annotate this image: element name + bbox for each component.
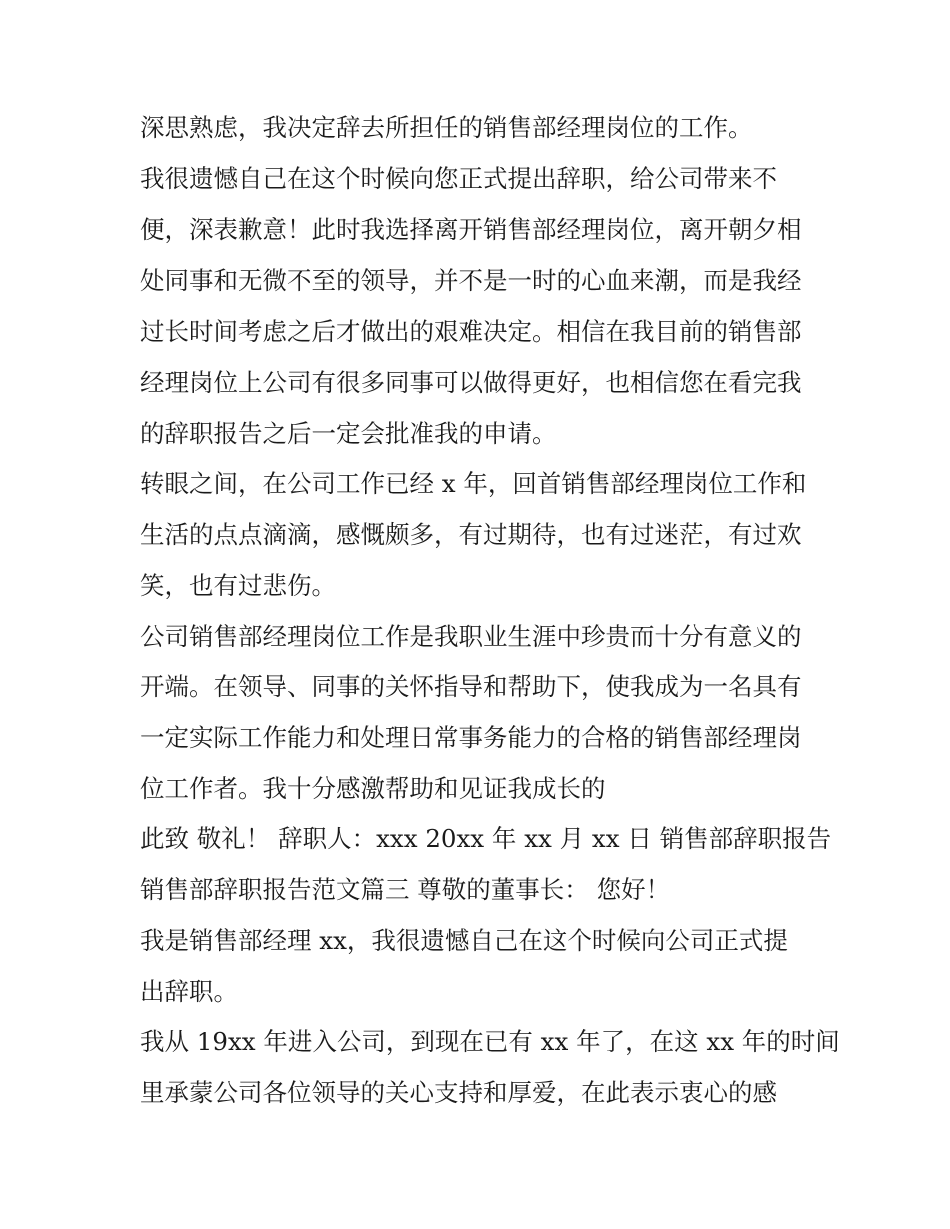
text-line: 生活的点点滴滴，感慨颇多，有过期待，也有过迷茫，有过欢 bbox=[140, 520, 802, 549]
text-line: 销售部辞职报告范文篇三 尊敬的董事长： 您好！ bbox=[140, 875, 671, 904]
text-line: 位工作者。我十分感激帮助和见证我成长的 bbox=[140, 774, 606, 803]
text-line: 的辞职报告之后一定会批准我的申请。 bbox=[140, 419, 557, 448]
text-line: 转眼之间，在公司工作已经 x 年，回首销售部经理岗位工作和 bbox=[140, 469, 807, 498]
text-line: 笑，也有过悲伤。 bbox=[140, 571, 336, 600]
text-line: 公司销售部经理岗位工作是我职业生涯中珍贵而十分有意义的 bbox=[140, 622, 802, 651]
text-line: 里承蒙公司各位领导的关心支持和厚爱，在此表示衷心的感 bbox=[140, 1078, 777, 1107]
text-line: 处同事和无微不至的领导，并不是一时的心血来潮，而是我经 bbox=[140, 266, 802, 295]
text-line: 开端。在领导、同事的关怀指导和帮助下，使我成为一名具有 bbox=[140, 672, 802, 701]
text-line: 此致 敬礼！ 辞职人：xxx 20xx 年 xx 月 xx 日 销售部辞职报告 bbox=[140, 824, 832, 853]
text-line: 我是销售部经理 xx，我很遗憾自己在这个时候向公司正式提 bbox=[140, 926, 788, 955]
text-line: 经理岗位上公司有很多同事可以做得更好，也相信您在看完我 bbox=[140, 368, 802, 397]
text-line: 深思熟虑，我决定辞去所担任的销售部经理岗位的工作。 bbox=[140, 113, 753, 142]
text-line: 过长时间考虑之后才做出的艰难决定。相信在我目前的销售部 bbox=[140, 317, 802, 346]
text-line: 便，深表歉意！此时我选择离开销售部经理岗位，离开朝夕相 bbox=[140, 215, 802, 244]
text-line: 一定实际工作能力和处理日常事务能力的合格的销售部经理岗 bbox=[140, 723, 802, 752]
text-line: 我很遗憾自己在这个时候向您正式提出辞职，给公司带来不 bbox=[140, 164, 777, 193]
text-line: 出辞职。 bbox=[140, 977, 238, 1006]
text-line: 我从 19xx 年进入公司，到现在已有 xx 年了，在这 xx 年的时间 bbox=[140, 1027, 840, 1056]
